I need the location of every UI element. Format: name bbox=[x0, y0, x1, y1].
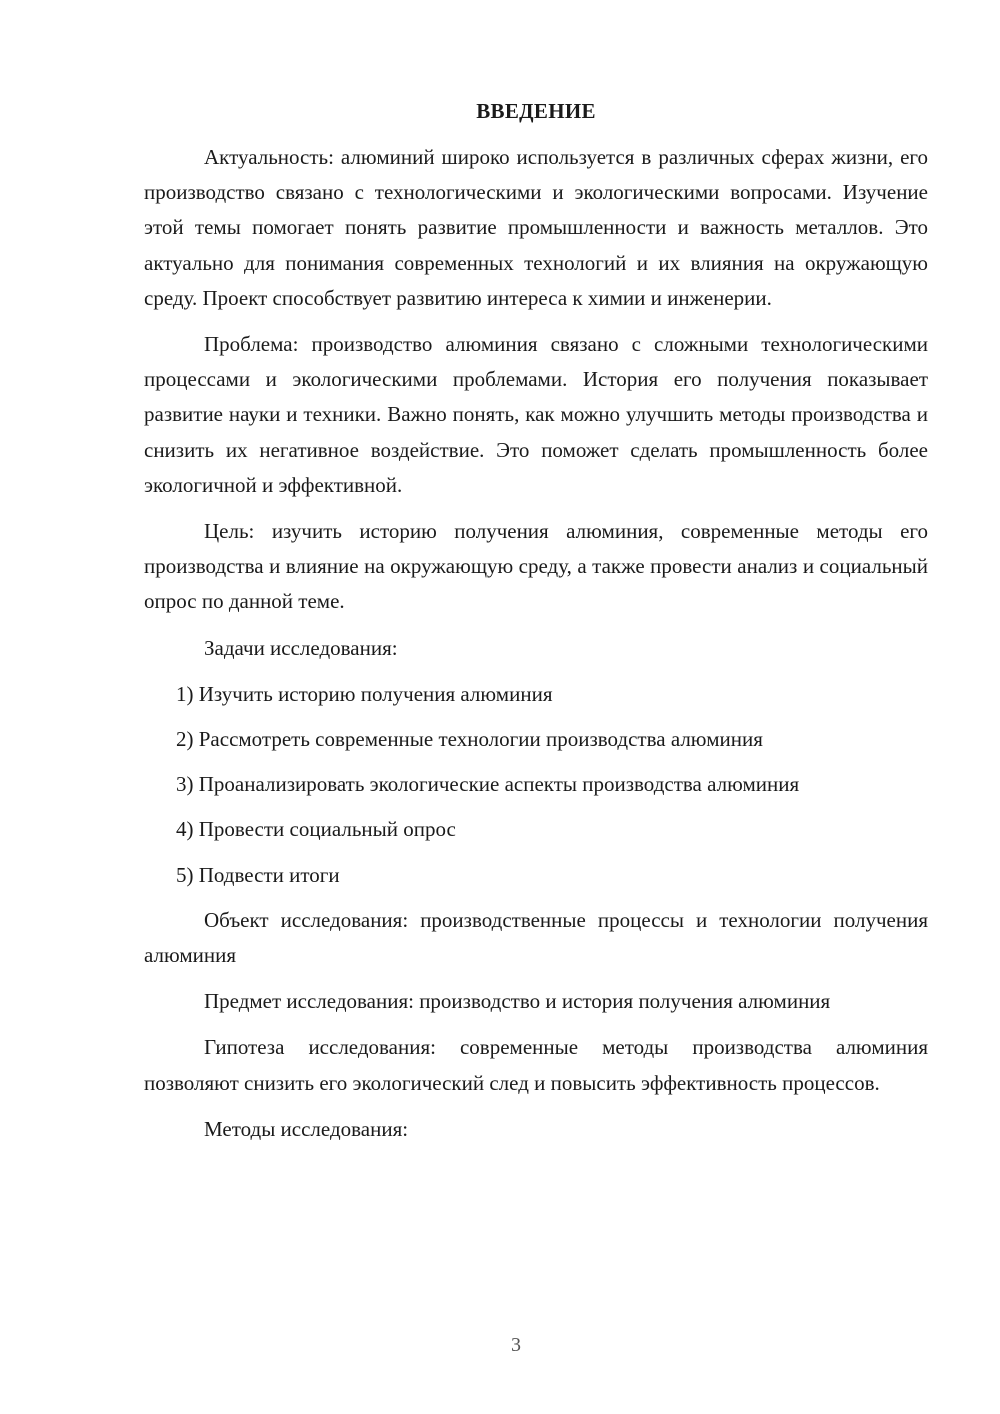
task-item-1: 1) Изучить историю получения алюминия bbox=[176, 681, 553, 706]
problem-paragraph: Проблема: производство алюминия связано с сложными технологическими процессами и экологическими проблемами. История его получения показывает развитие науки и техники. Важно понять, как можно улучшить методы производства и снизить их негативное воздействие. Это поможет сделать промышленность более экологичной и эффективной. bbox=[144, 332, 928, 497]
object-paragraph: Объект исследования: производственные процессы и технологии получения алюминия bbox=[144, 907, 928, 968]
relevance-paragraph: Актуальность: алюминий широко используется в различных сферах жизни, его производство связано с технологическими и экологическими вопросами. Изучение этой темы помогает понять развитие промышленности и важность металлов. Это актуально для понимания современных технологий и их влияния на окружающую среду. Проект способствует развитию интереса к химии и инженерии. bbox=[144, 145, 928, 310]
page-number: 3 bbox=[511, 1334, 521, 1356]
subject-paragraph: Предмет исследования: производство и история получения алюминия bbox=[204, 989, 831, 1014]
methods-paragraph: Методы исследования: bbox=[204, 1116, 409, 1141]
task-item-2: 2) Рассмотреть современные технологии производства алюминия bbox=[176, 727, 763, 752]
tasks-heading: Задачи исследования: bbox=[204, 635, 398, 660]
page-title: ВВЕДЕНИЕ bbox=[476, 99, 596, 123]
hypothesis-paragraph: Гипотеза исследования: современные методы производства алюминия позволяют снизить его экологический след и повысить эффективность процессов. bbox=[144, 1035, 928, 1095]
task-item-4: 4) Провести социальный опрос bbox=[176, 817, 456, 842]
task-item-5: 5) Подвести итоги bbox=[176, 862, 340, 887]
task-item-3: 3) Проанализировать экологические аспекты производства алюминия bbox=[176, 772, 800, 797]
document-body bbox=[144, 140, 928, 1158]
document-page bbox=[144, 0, 928, 1414]
goal-paragraph: Цель: изучить историю получения алюминия, современные методы его производства и влияние на окружающую среду, а также провести анализ и социальный опрос по данной теме. bbox=[144, 519, 928, 614]
